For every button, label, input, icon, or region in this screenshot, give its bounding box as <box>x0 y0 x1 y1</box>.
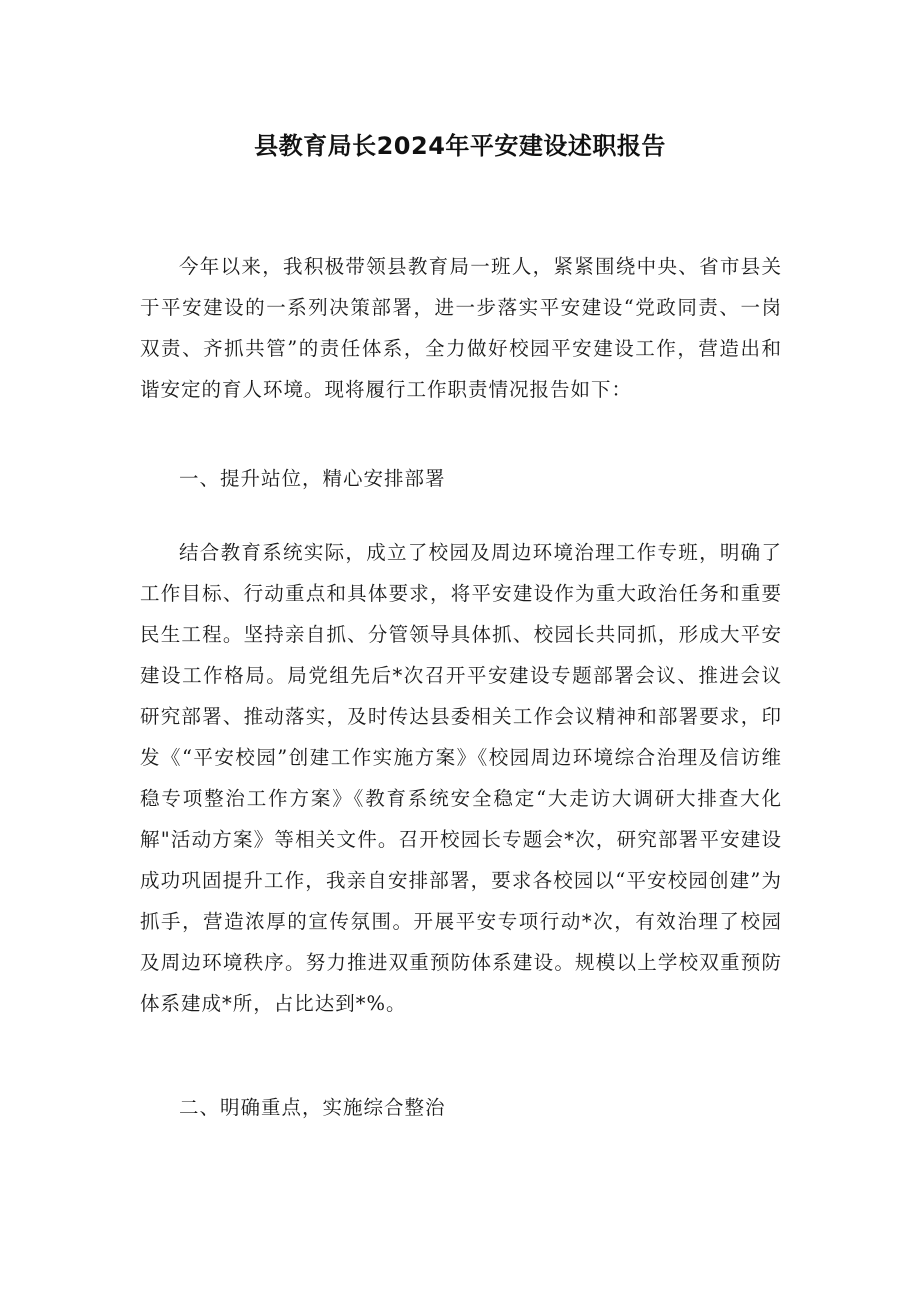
section-1-paragraph: 结合教育系统实际，成立了校园及周边环境治理工作专班，明确了工作目标、行动重点和具体要求，将平安建设作为重大政治任务和重要民生工程。坚持亲自抓、分管领导具体抓、校园长共同抓，形成大平安建设工作格局。局党组先后*次召开平安建设专题部署会议、推进会议研究部署、推动落实，及时传达县委相关工作会议精神和部署要求，印发《“平安校园”创建工作实施方案》《校园周边环境综合治理及信访维稳专项整治工作方案》《教育系统安全稳定“大走访大调研大排查大化解"活动方案》等相关文件。召开校园长专题会*次，研究部署平安建设成功巩固提升工作，我亲自安排部署，要求各校园以“平安校园创建”为抓手，营造浓厚的宣传氛围。开展平安专项行动*次，有效治理了校园及周边环境秩序。努力推进双重预防体系建设。规模以上学校双重预防体系建成*所，占比达到*%。 <box>140 541 782 1015</box>
section-heading-2: 二、明确重点，实施综合整治 <box>179 1096 446 1119</box>
intro-paragraph: 今年以来，我积极带领县教育局一班人，紧紧围绕中央、省市县关于平安建设的一系列决策部署，进一步落实平安建设“党政同责、一岗双责、齐抓共管”的责任体系，全力做好校园平安建设工作，营造出和谐安定的育人环境。现将履行工作职责情况报告如下： <box>140 255 782 401</box>
section-heading-1: 一、提升站位，精心安排部署 <box>179 467 446 490</box>
document-title: 县教育局长2024年平安建设述职报告 <box>254 132 666 161</box>
